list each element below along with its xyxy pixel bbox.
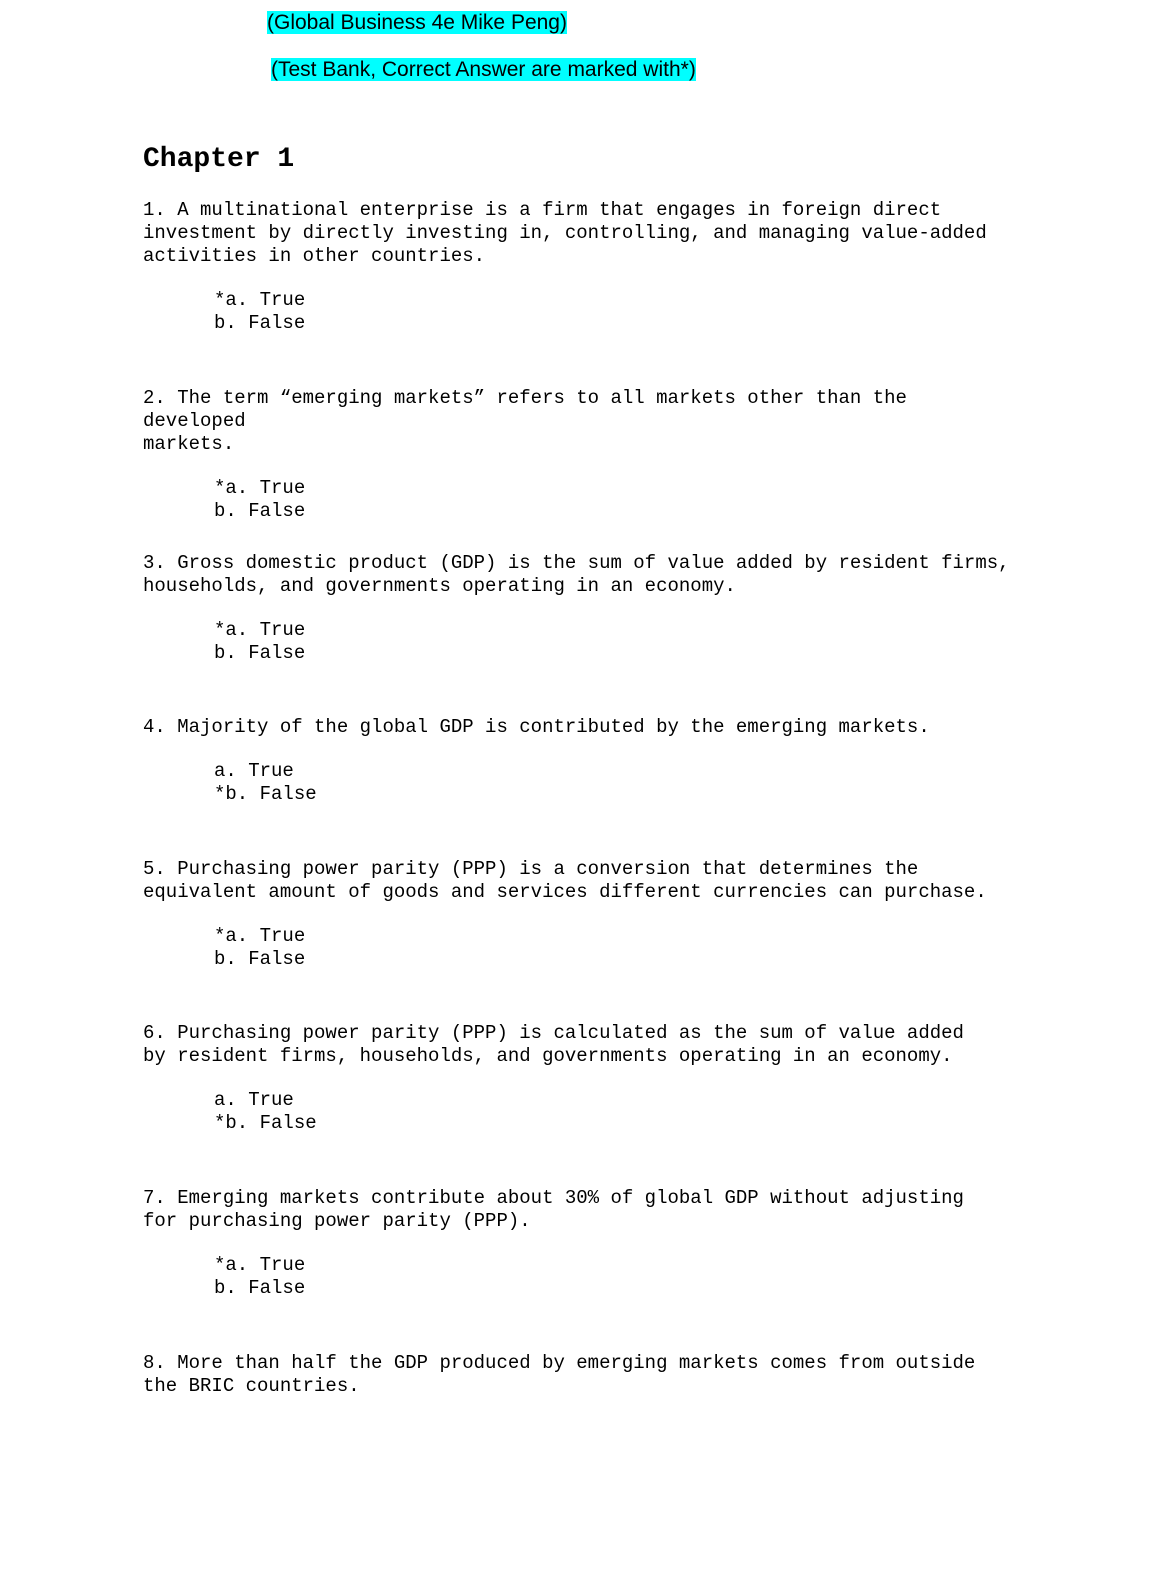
question-stem: 7. Emerging markets contribute about 30% of global GDP without adjusting for purchasing power parity (PPP). [143,1187,964,1232]
answer-options [214,1089,1013,1135]
question-5 [143,858,1013,971]
header-subtitle-text: (Test Bank, Correct Answer are marked with*) [271,58,696,81]
answer-option-b: b. False [214,312,306,334]
chapter-title: Chapter 1 [143,144,295,175]
answer-option-a: *a. True [214,477,306,499]
header-title [266,10,568,35]
question-stem: 4. Majority of the global GDP is contributed by the emerging markets. [143,716,930,738]
answer-options [214,760,1013,806]
question-2 [143,387,1013,523]
question-stem: 3. Gross domestic product (GDP) is the sum of value added by resident firms, households, and governments operating in an economy. [143,552,1010,597]
answer-option-b: b. False [214,500,306,522]
question-stem: 1. A multinational enterprise is a firm that engages in foreign direct investment by directly investing in, controlling, and managing value-added activities in other countries. [143,199,987,267]
answer-option-b: b. False [214,948,306,970]
header-subtitle [270,57,697,82]
question-stem: 5. Purchasing power parity (PPP) is a conversion that determines the equivalent amount of goods and services different currencies can purchase. [143,858,987,903]
question-1 [143,199,1013,335]
question-stem: 2. The term “emerging markets” refers to all markets other than the developed markets. [143,387,907,455]
answer-option-b: b. False [214,1277,306,1299]
answer-options [214,289,1013,335]
question-7 [143,1187,1013,1300]
answer-options [214,925,1013,971]
answer-options [214,477,1013,523]
answer-option-a: *a. True [214,619,306,641]
answer-option-a: a. True [214,760,294,782]
question-3 [143,552,1013,665]
question-8 [143,1352,1013,1398]
answer-option-b: *b. False [214,783,317,805]
answer-option-a: a. True [214,1089,294,1111]
answer-options [214,619,1013,665]
answer-option-b: b. False [214,642,306,664]
question-6 [143,1022,1013,1135]
question-4 [143,716,1013,806]
answer-option-a: *a. True [214,289,306,311]
answer-option-a: *a. True [214,1254,306,1276]
question-stem: 6. Purchasing power parity (PPP) is calculated as the sum of value added by resident firms, households, and governments operating in an economy. [143,1022,964,1067]
answer-option-b: *b. False [214,1112,317,1134]
answer-option-a: *a. True [214,925,306,947]
header-title-text: (Global Business 4e Mike Peng) [267,11,567,34]
question-stem: 8. More than half the GDP produced by emerging markets comes from outside the BRIC countries. [143,1352,976,1397]
answer-options [214,1254,1013,1300]
